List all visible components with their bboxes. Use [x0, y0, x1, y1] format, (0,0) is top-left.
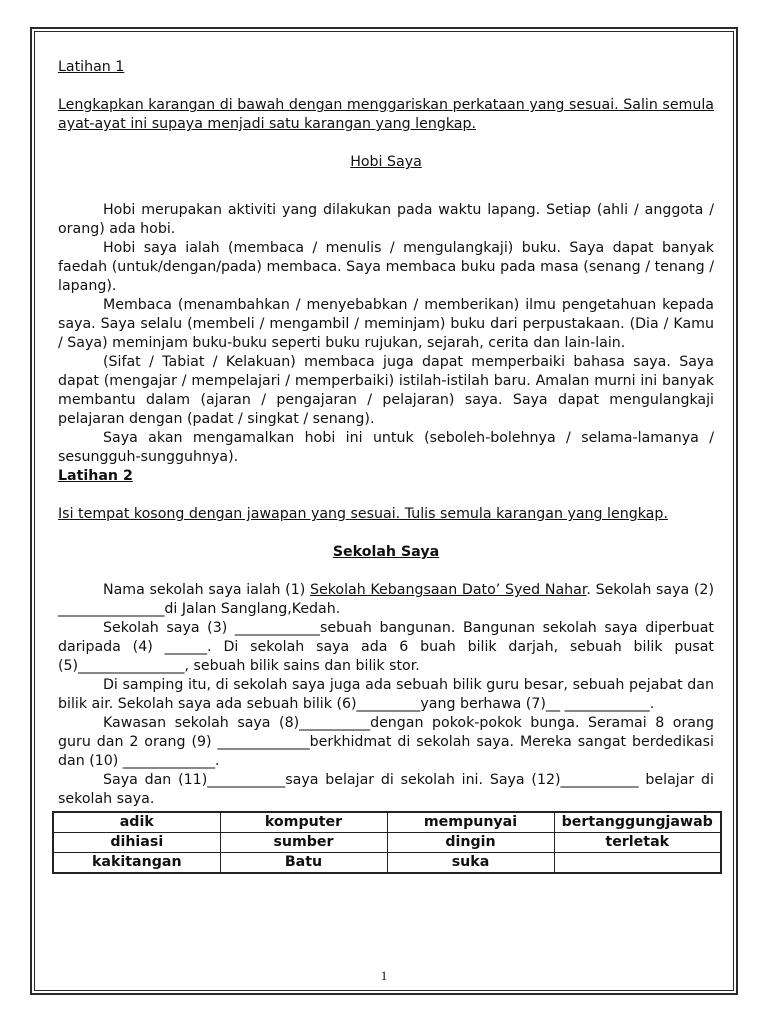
sekolah-paragraph-2: Sekolah saya (3) ____________sebuah bangunan. Bangunan sekolah saya diperbuat daripada (4) ______. Di sekolah saya ada 6 buah bilik darjah, sebuah bilik pusat (5)_______________, sebuah bilik sains dan bilik stor. — [58, 620, 714, 674]
worksheet-content — [58, 58, 714, 874]
word-cell: dingin — [387, 833, 554, 853]
hobi-paragraph-5: Saya akan mengamalkan hobi ini untuk (seboleh-bolehnya / selama-lamanya / sesungguh-sungguhnya). — [58, 430, 714, 465]
sekolah-p1-end: . Sekolah saya (2) _______________di Jalan Sanglang,Kedah. — [58, 582, 714, 617]
hobi-paragraph-1: Hobi merupakan aktiviti yang dilakukan pada waktu lapang. Setiap (ahli / anggota / orang) ada hobi. — [58, 202, 714, 237]
word-cell: adik — [53, 812, 220, 833]
sekolah-p1-answer: Sekolah Kebangsaan Dato’ Syed Nahar — [309, 582, 587, 598]
page-number: 1 — [380, 968, 388, 983]
latihan2-instruction: Isi tempat kosong dengan jawapan yang sesuai. Tulis semula karangan yang lengkap. — [58, 506, 668, 522]
sekolah-saya-title: Sekolah Saya — [332, 544, 440, 560]
sekolah-p1-start: Nama sekolah saya ialah (1) — [103, 582, 310, 598]
latihan2-heading: Latihan 2 — [58, 468, 133, 484]
hobi-paragraph-3: Membaca (menambahkan / menyebabkan / memberikan) ilmu pengetahuan kepada saya. Saya selalu (membeli / mengambil / meminjam) buku dari perpustakaan. (Dia / Kamu / Saya) meminjam buku-buku seperti buku rujukan, sejarah, cerita dan lain-lain. — [58, 297, 714, 351]
word-bank-table — [52, 811, 722, 874]
word-cell — [554, 853, 721, 874]
word-bank-row — [53, 812, 721, 833]
word-bank-row — [53, 833, 721, 853]
word-cell: kakitangan — [53, 853, 220, 874]
word-cell: terletak — [554, 833, 721, 853]
word-cell: komputer — [220, 812, 387, 833]
sekolah-paragraph-1 — [58, 581, 714, 619]
word-cell: suka — [387, 853, 554, 874]
hobi-paragraph-4: (Sifat / Tabiat / Kelakuan) membaca juga dapat memperbaiki bahasa saya. Saya dapat (mengajar / mempelajari / memperbaiki) istilah-istilah baru. Amalan murni ini banyak membantu dalam (ajaran / pengajaran / pelajaran) saya. Saya dapat mengulangkaji pelajaran dengan (padat / singkat / senang). — [58, 354, 714, 427]
word-cell: bertanggungjawab — [554, 812, 721, 833]
word-cell: mempunyai — [387, 812, 554, 833]
word-cell: dihiasi — [53, 833, 220, 853]
sekolah-paragraph-4: Kawasan sekolah saya (8)__________dengan pokok-pokok bunga. Seramai 8 orang guru dan 2 orang (9) _____________berkhidmat di sekolah saya. Mereka sangat berdedikasi dan (10) _____________. — [58, 715, 714, 769]
latihan1-heading: Latihan 1 — [58, 59, 125, 75]
sekolah-paragraph-3: Di samping itu, di sekolah saya juga ada sebuah bilik guru besar, sebuah pejabat dan bilik air. Sekolah saya ada sebuah bilik (6)_________yang berhawa (7)__ ____________. — [58, 677, 714, 712]
hobi-saya-title: Hobi Saya — [350, 154, 422, 170]
word-bank-row — [53, 853, 721, 874]
hobi-paragraph-2: Hobi saya ialah (membaca / menulis / mengulangkaji) buku. Saya dapat banyak faedah (untuk/dengan/pada) membaca. Saya membaca buku pada masa (senang / tenang / lapang). — [58, 240, 714, 294]
sekolah-paragraph-5: Saya dan (11)___________saya belajar di sekolah ini. Saya (12)___________ belajar di sekolah saya. — [58, 772, 714, 807]
word-cell: sumber — [220, 833, 387, 853]
latihan1-instruction: Lengkapkan karangan di bawah dengan menggariskan perkataan yang sesuai. Salin semula ayat-ayat ini supaya menjadi satu karangan yang lengkap. — [58, 97, 714, 132]
word-cell: Batu — [220, 853, 387, 874]
